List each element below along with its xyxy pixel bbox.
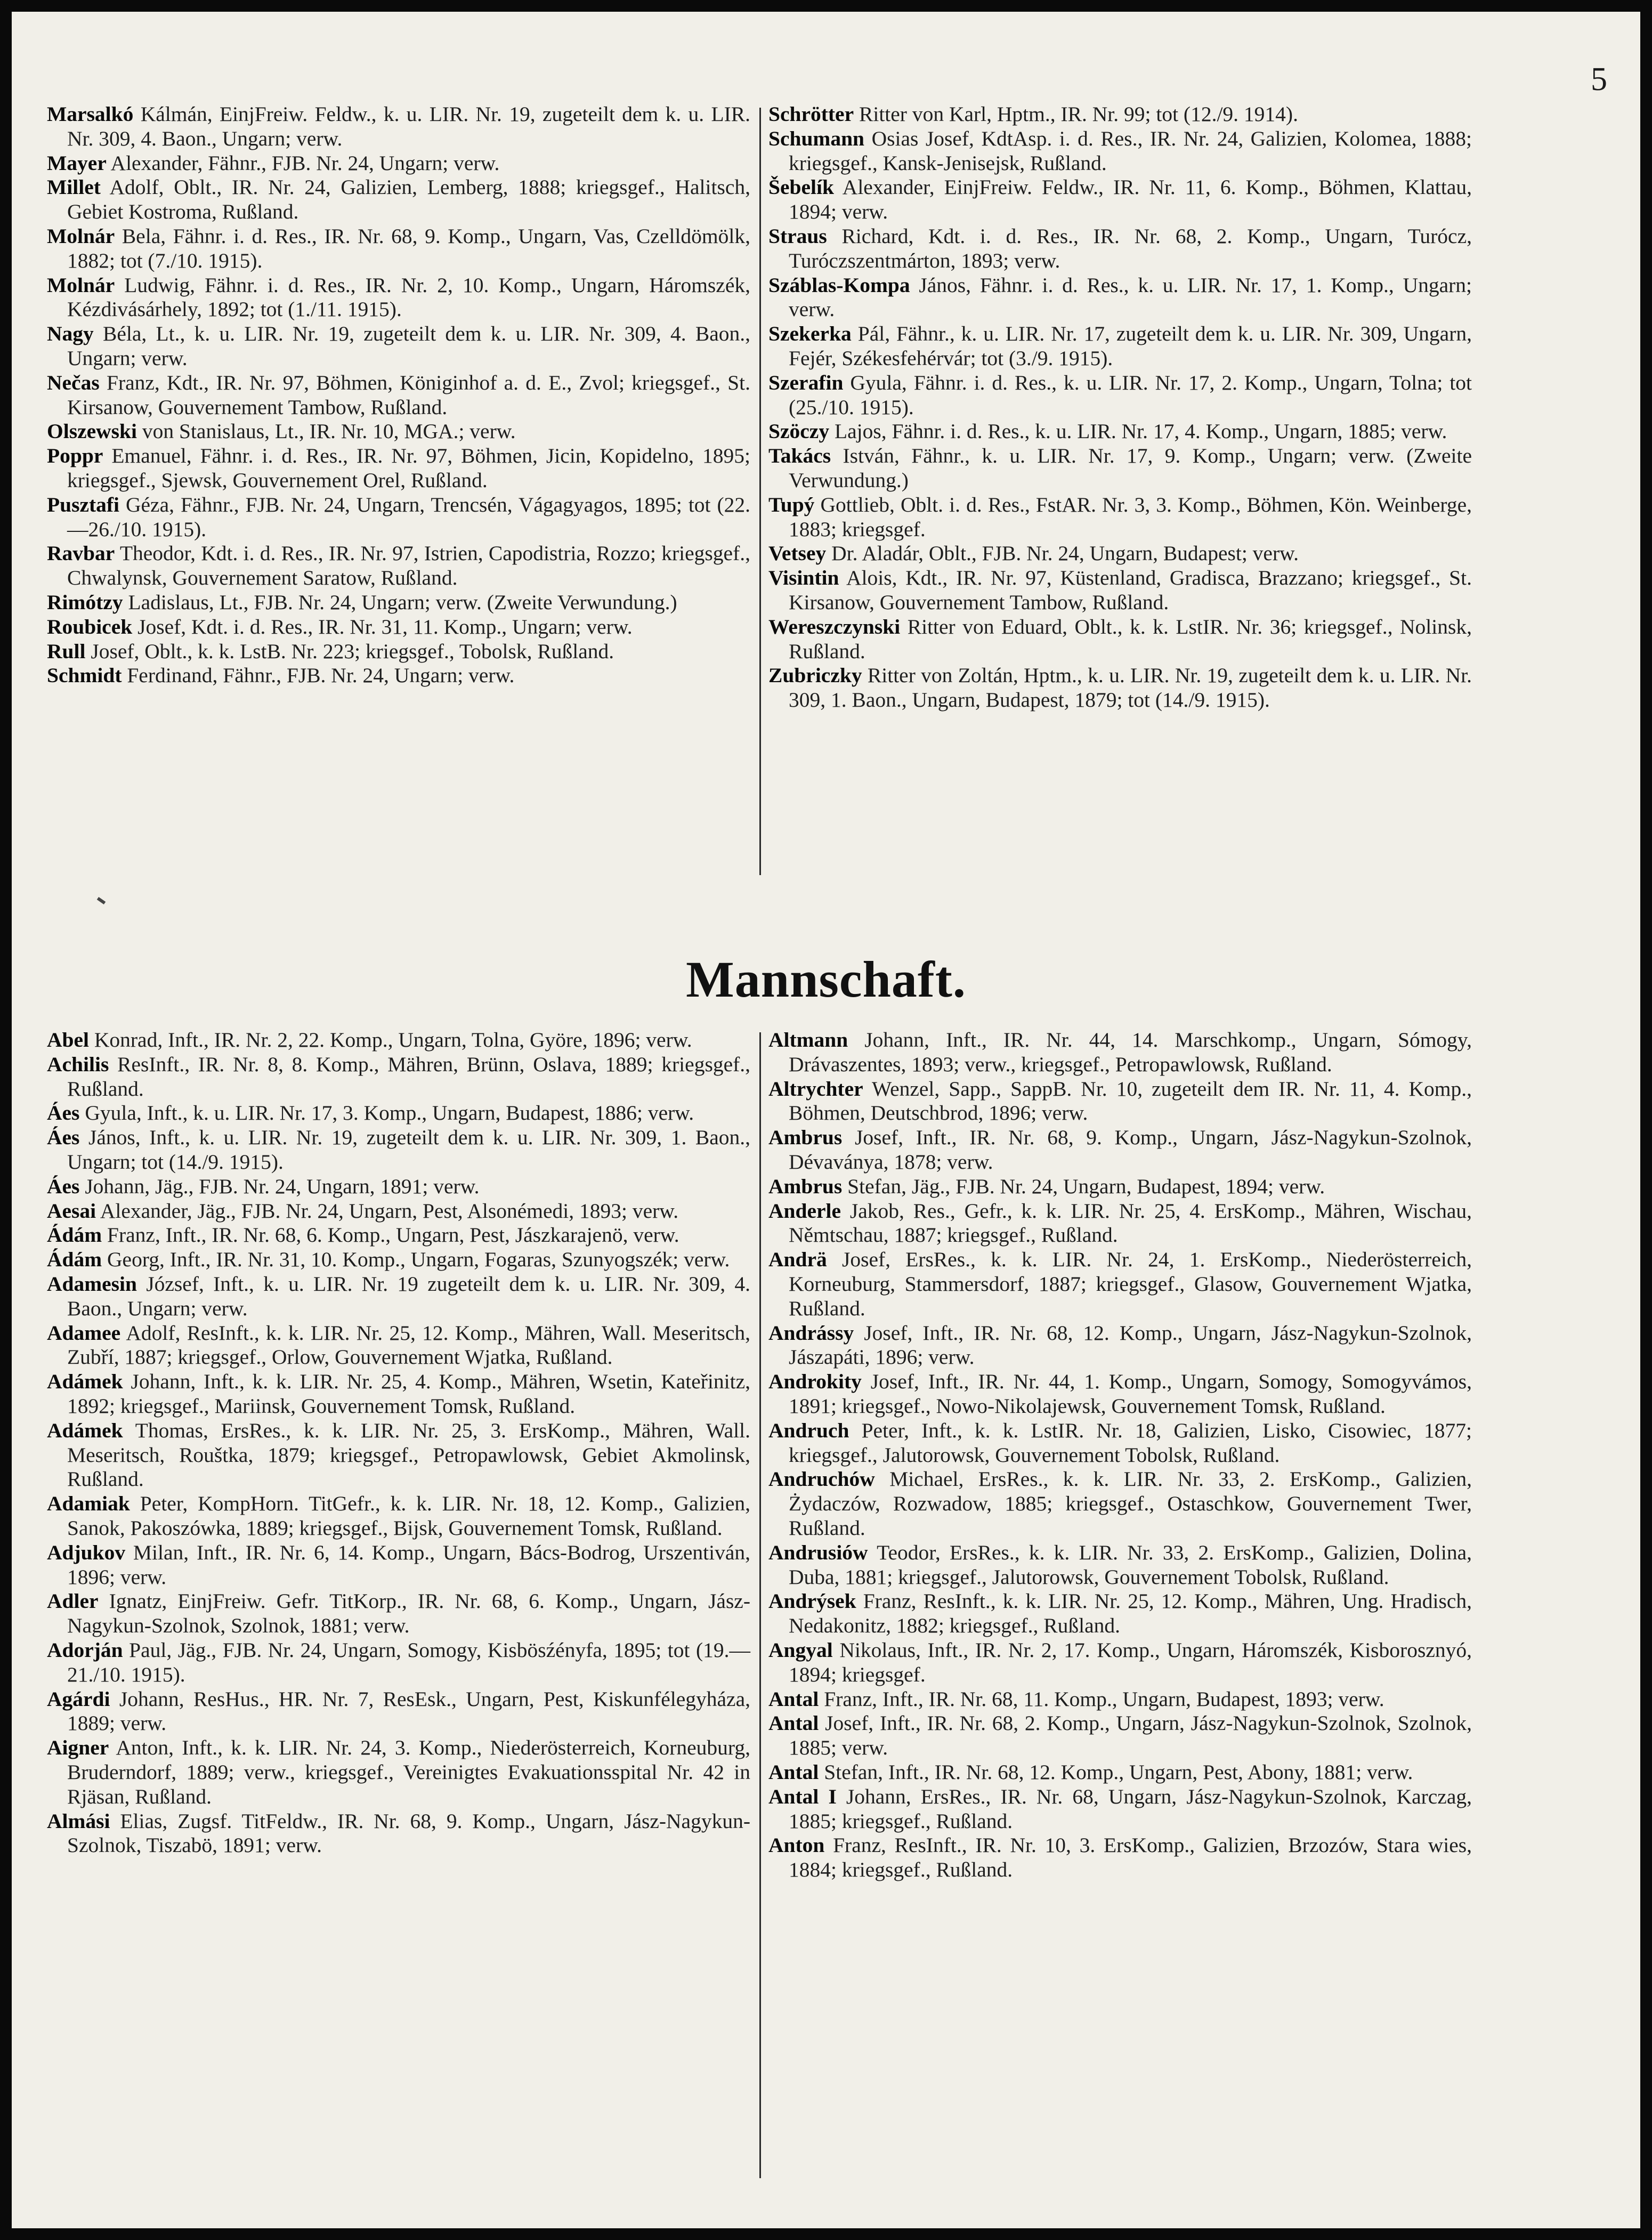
entry-details: Josef, ErsRes., k. k. LIR. Nr. 24, 1. ErsKomp., Niederösterreich, Korneuburg, Stammersdorf, 1887; kriegsgef., Glasow, Gouvernement Wjatka, Rußland. [789, 1248, 1472, 1320]
entry-surname: Poppr [47, 444, 103, 468]
entry-details: Alexander, Fähnr., FJB. Nr. 24, Ungarn; verw. [106, 151, 500, 175]
roster-entry [768, 541, 1472, 566]
roster-entry [768, 664, 1472, 713]
entry-details: Josef, Kdt. i. d. Res., IR. Nr. 31, 11. Komp., Ungarn; verw. [132, 614, 633, 638]
roster-entry [47, 615, 750, 640]
roster-entry [47, 1687, 750, 1736]
roster-entry [768, 273, 1472, 322]
entry-details: Ludwig, Fähnr. i. d. Res., IR. Nr. 2, 10. Komp., Ungarn, Háromszék, Kézdivásárhely, 1892; tot (1./11. 1915). [67, 273, 750, 321]
entry-details: Anton, Inft., k. k. LIR. Nr. 24, 3. Komp., Niederösterreich, Korneuburg, Bruderndorf, 1889; verw., kriegsgef., Vereinigtes Evakuationsspital Nr. 42 in Rjäsan, Rußland. [67, 1736, 750, 1808]
roster-entry [768, 127, 1472, 176]
entry-details: Ferdinand, Fähnr., FJB. Nr. 24, Ungarn; verw. [122, 664, 515, 688]
entry-details: Ritter von Zoltán, Hptm., k. u. LIR. Nr. 19, zugeteilt dem k. u. LIR. Nr. 309, 1. Baon., Ungarn, Budapest, 1879; tot (14./9. 1915). [789, 664, 1472, 712]
entry-surname: Szöczy [768, 419, 830, 443]
entry-surname: Tupý [768, 492, 815, 516]
entry-surname: Molnár [47, 273, 115, 297]
roster-entry [768, 175, 1472, 224]
entry-surname: Androkity [768, 1370, 862, 1394]
roster-entry [768, 1638, 1472, 1687]
entry-surname: Ambrus [768, 1174, 843, 1198]
entry-details: Jakob, Res., Gefr., k. k. LIR. Nr. 25, 4. ErsKomp., Mähren, Wischau, Němtschau, 1887; kriegsgef., Rußland. [789, 1199, 1472, 1247]
entry-surname: Adjukov [47, 1540, 126, 1564]
roster-entry [47, 1809, 750, 1858]
roster-entry [768, 615, 1472, 664]
entry-details: János, Inft., k. u. LIR. Nr. 19, zugeteilt dem k. u. LIR. Nr. 309, 1. Baon., Ungarn; tot (14./9. 1915). [67, 1126, 750, 1174]
entry-surname: Zubriczky [768, 664, 862, 688]
roster-entry [47, 322, 750, 371]
entry-surname: Rull [47, 639, 86, 663]
entry-details: Béla, Lt., k. u. LIR. Nr. 19, zugeteilt dem k. u. LIR. Nr. 309, 4. Baon., Ungarn; verw. [67, 322, 750, 370]
roster-entry [768, 102, 1472, 127]
officers-column-right [768, 102, 1472, 713]
entry-details: Bela, Fähnr. i. d. Res., IR. Nr. 68, 9. Komp., Ungarn, Vas, Czelldömölk, 1882; tot (7./10. 1915). [67, 224, 750, 272]
roster-entry [768, 371, 1472, 420]
entry-details: Franz, Inft., IR. Nr. 68, 6. Komp., Ungarn, Pest, Jászkarajenö, verw. [102, 1223, 679, 1247]
entry-details: Josef, Inft., IR. Nr. 68, 9. Komp., Ungarn, Jász-Nagykun-Szolnok, Dévaványa, 1878; verw. [789, 1126, 1472, 1174]
roster-entry [768, 444, 1472, 493]
stray-mark [97, 897, 106, 904]
roster-entry [47, 493, 750, 542]
entry-details: Teodor, ErsRes., k. k. LIR. Nr. 33, 2. ErsKomp., Galizien, Dolina, Duba, 1881; kriegsgef., Jalutorowsk, Gouvernement Tobolsk, Rußland. [789, 1540, 1472, 1589]
roster-entry [47, 224, 750, 273]
entry-details: Franz, Inft., IR. Nr. 68, 11. Komp., Ungarn, Budapest, 1893; verw. [819, 1687, 1384, 1711]
entry-details: Josef, Inft., IR. Nr. 68, 12. Komp., Ungarn, Jász-Nagykun-Szolnok, Jászapáti, 1896; verw. [789, 1321, 1472, 1369]
entry-surname: Antal [768, 1711, 819, 1735]
officers-column-left [47, 102, 750, 688]
entry-surname: Száblas-Kompa [768, 273, 910, 297]
entry-surname: Mayer [47, 151, 107, 175]
roster-entry [768, 1467, 1472, 1540]
column-divider-bottom [759, 1032, 761, 2178]
entry-details: Johann, ResHus., HR. Nr. 7, ResEsk., Ungarn, Pest, Kiskunfélegyháza, 1889; verw. [67, 1687, 750, 1735]
entry-surname: Andrássy [768, 1321, 854, 1345]
entry-details: Thomas, ErsRes., k. k. LIR. Nr. 25, 3. ErsKomp., Mähren, Wall. Meseritsch, Rouštka, 1879; kriegsgef., Petropawlowsk, Gebiet Akmolinsk, Rußland. [67, 1418, 750, 1491]
roster-entry [768, 1028, 1472, 1077]
roster-entry [768, 493, 1472, 542]
entry-surname: Šebelík [768, 175, 834, 199]
entry-details: Milan, Inft., IR. Nr. 6, 14. Komp., Ungarn, Bács-Bodrog, Urszentiván, 1896; verw. [67, 1540, 750, 1589]
entry-surname: Pusztafi [47, 492, 120, 516]
entry-details: Gyula, Inft., k. u. LIR. Nr. 17, 3. Komp., Ungarn, Budapest, 1886; verw. [79, 1101, 694, 1125]
entry-details: Gottlieb, Oblt. i. d. Res., FstAR. Nr. 3, 3. Komp., Böhmen, Kön. Weinberge, 1883; kriegsgef. [789, 492, 1472, 541]
entry-details: Peter, KompHorn. TitGefr., k. k. LIR. Nr. 18, 12. Komp., Galizien, Sanok, Pakoszówka, 1889; kriegsgef., Bijsk, Gouvernement Tomsk, Rußland. [67, 1492, 750, 1540]
entry-surname: Adamesin [47, 1272, 137, 1296]
entry-details: Alexander, EinjFreiw. Feldw., IR. Nr. 11, 6. Komp., Böhmen, Klattau, 1894; verw. [789, 175, 1472, 224]
entry-surname: Áes [47, 1126, 80, 1150]
entry-surname: Schumann [768, 126, 865, 150]
roster-entry [768, 1419, 1472, 1468]
entry-surname: Straus [768, 224, 827, 248]
section-title: Mannschaft. [686, 951, 966, 1008]
roster-entry [768, 1687, 1472, 1712]
entry-surname: Visintin [768, 566, 839, 590]
roster-entry [47, 591, 750, 615]
roster-entry [47, 1370, 750, 1419]
roster-entry [47, 1028, 750, 1053]
entry-surname: Schmidt [47, 664, 122, 688]
roster-entry [47, 1248, 750, 1272]
entry-surname: Altmann [768, 1028, 848, 1052]
entry-details: Adolf, ResInft., k. k. LIR. Nr. 25, 12. Komp., Mähren, Wall. Meseritsch, Zubří, 1887; kriegsgef., Orlow, Gouvernement Wjatka, Rußland. [67, 1321, 750, 1369]
entry-surname: Ádám [47, 1223, 102, 1247]
entry-details: Ritter von Eduard, Oblt., k. k. LstIR. Nr. 36; kriegsgef., Nolinsk, Rußland. [789, 614, 1472, 663]
entry-details: Alois, Kdt., IR. Nr. 97, Küstenland, Gradisca, Brazzano; kriegsgef., St. Kirsanow, Gouvernement Tambow, Rußland. [789, 566, 1472, 614]
roster-entry [47, 1053, 750, 1102]
roster-entry [47, 1638, 750, 1687]
entry-details: Alexander, Jäg., FJB. Nr. 24, Ungarn, Pest, Alsonémedi, 1893; verw. [96, 1199, 679, 1223]
entry-details: Stefan, Jäg., FJB. Nr. 24, Ungarn, Budapest, 1894; verw. [842, 1174, 1325, 1198]
roster-entry [47, 1736, 750, 1809]
entry-surname: Antal I [768, 1784, 837, 1808]
roster-entry [47, 1589, 750, 1638]
entry-details: Konrad, Inft., IR. Nr. 2, 22. Komp., Ungarn, Tolna, Györe, 1896; verw. [89, 1028, 692, 1052]
entry-surname: Olszewski [47, 419, 137, 443]
roster-entry [47, 1199, 750, 1224]
entry-surname: Andruchów [768, 1467, 875, 1491]
entry-details: Ladislaus, Lt., FJB. Nr. 24, Ungarn; verw. (Zweite Verwundung.) [123, 590, 677, 614]
entry-details: Wenzel, Sapp., SappB. Nr. 10, zugeteilt dem IR. Nr. 11, 4. Komp., Böhmen, Deutschbrod, 1896; verw. [789, 1077, 1472, 1125]
soldiers-column-left [47, 1028, 750, 1858]
roster-entry [47, 1223, 750, 1248]
entry-surname: Adorján [47, 1638, 123, 1662]
entry-details: Paul, Jäg., FJB. Nr. 24, Ungarn, Somogy, Kisbösźényfa, 1895; tot (19.—21./10. 1915). [67, 1638, 750, 1686]
entry-details: Johann, Jäg., FJB. Nr. 24, Ungarn, 1891; verw. [79, 1174, 480, 1198]
entry-details: Elias, Zugsf. TitFeldw., IR. Nr. 68, 9. Komp., Ungarn, Jász-Nagykun-Szolnok, Tiszabö, 1891; verw. [67, 1809, 750, 1857]
roster-entry [47, 664, 750, 688]
roster-entry [47, 419, 750, 444]
roster-entry [768, 1199, 1472, 1248]
entry-surname: Takács [768, 444, 831, 468]
roster-entry [768, 322, 1472, 371]
roster-entry [768, 224, 1472, 273]
entry-surname: Antal [768, 1760, 819, 1784]
entry-details: Peter, Inft., k. k. LstIR. Nr. 18, Galizien, Lisko, Cisowiec, 1877; kriegsgef., Jalutorowsk, Gouvernement Tobolsk, Rußland. [789, 1418, 1472, 1467]
entry-details: Gyula, Fähnr. i. d. Res., k. u. LIR. Nr. 17, 2. Komp., Ungarn, Tolna; tot (25./10. 1915). [789, 370, 1472, 419]
roster-entry [768, 1321, 1472, 1370]
roster-entry [768, 1541, 1472, 1590]
entry-surname: Andruch [768, 1418, 849, 1442]
roster-entry [768, 566, 1472, 615]
roster-entry [768, 1370, 1472, 1419]
entry-details: István, Fähnr., k. u. LIR. Nr. 17, 9. Komp., Ungarn; verw. (Zweite Verwundung.) [789, 444, 1472, 492]
soldiers-column-right [768, 1028, 1472, 1882]
roster-entry [47, 175, 750, 224]
roster-entry [47, 1541, 750, 1590]
roster-entry [768, 1077, 1472, 1126]
page-number: 5 [1591, 61, 1607, 98]
entry-surname: Ravbar [47, 541, 115, 565]
roster-entry [768, 1126, 1472, 1175]
roster-entry [47, 541, 750, 591]
roster-entry [768, 1760, 1472, 1785]
roster-entry [47, 1321, 750, 1370]
entry-surname: Ambrus [768, 1126, 843, 1150]
roster-entry [768, 1785, 1472, 1834]
entry-details: Theodor, Kdt. i. d. Res., IR. Nr. 97, Istrien, Capodistria, Rozzo; kriegsgef., Chwalynsk, Gouvernement Saratow, Rußland. [67, 541, 750, 590]
entry-surname: Nečas [47, 370, 100, 394]
roster-entry [47, 640, 750, 664]
entry-surname: Angyal [768, 1638, 833, 1662]
entry-details: János, Fähnr. i. d. Res., k. u. LIR. Nr. 17, 1. Komp., Ungarn; verw. [789, 273, 1472, 321]
entry-surname: Aigner [47, 1736, 109, 1760]
entry-details: Stefan, Inft., IR. Nr. 68, 12. Komp., Ungarn, Pest, Abony, 1881; verw. [819, 1760, 1413, 1784]
entry-surname: Marsalkó [47, 102, 134, 126]
entry-details: Nikolaus, Inft., IR. Nr. 2, 17. Komp., Ungarn, Háromszék, Kisborosznyó, 1894; kriegsgef. [789, 1638, 1472, 1686]
entry-surname: Áes [47, 1174, 80, 1198]
roster-entry [768, 1175, 1472, 1199]
entry-surname: Vetsey [768, 541, 827, 565]
roster-entry [47, 273, 750, 322]
entry-details: Franz, ResInft., k. k. LIR. Nr. 25, 12. Komp., Mähren, Ung. Hradisch, Nedakonitz, 1882; kriegsgef., Rußland. [789, 1589, 1472, 1638]
entry-details: Osias Josef, KdtAsp. i. d. Res., IR. Nr. 24, Galizien, Kolomea, 1888; kriegsgef., Kansk-Jenisejsk, Rußland. [789, 126, 1472, 175]
entry-surname: Nagy [47, 322, 94, 346]
entry-surname: Altrychter [768, 1077, 863, 1101]
roster-entry [47, 102, 750, 151]
entry-surname: Adámek [47, 1370, 123, 1394]
entry-details: Franz, Kdt., IR. Nr. 97, Böhmen, Königinhof a. d. E., Zvol; kriegsgef., St. Kirsanow, Gouvernement Tambow, Rußland. [67, 370, 750, 419]
roster-entry [47, 1126, 750, 1175]
entry-details: Pál, Fähnr., k. u. LIR. Nr. 17, zugeteilt dem k. u. LIR. Nr. 309, Ungarn, Fejér, Székesfehérvár; tot (3./9. 1915). [789, 322, 1472, 370]
roster-entry [47, 151, 750, 176]
document-page [12, 12, 1640, 2228]
entry-surname: Rimótzy [47, 590, 123, 614]
entry-details: Lajos, Fähnr. i. d. Res., k. u. LIR. Nr. 17, 4. Komp., Ungarn, 1885; verw. [829, 419, 1447, 443]
entry-surname: Adámek [47, 1418, 123, 1442]
entry-surname: Antal [768, 1687, 819, 1711]
entry-surname: Anton [768, 1833, 825, 1857]
entry-details: Josef, Oblt., k. k. LstB. Nr. 223; kriegsgef., Tobolsk, Rußland. [85, 639, 614, 663]
entry-details: von Stanislaus, Lt., IR. Nr. 10, MGA.; verw. [136, 419, 516, 443]
entry-surname: Áes [47, 1101, 80, 1125]
entry-details: Richard, Kdt. i. d. Res., IR. Nr. 68, 2. Komp., Ungarn, Turócz, Turóczszentmárton, 1893; verw. [789, 224, 1472, 272]
entry-surname: Adamiak [47, 1492, 130, 1516]
entry-details: Johann, ErsRes., IR. Nr. 68, Ungarn, Jász-Nagykun-Szolnok, Karczag, 1885; kriegsgef., Rußland. [789, 1784, 1472, 1833]
entry-details: Géza, Fähnr., FJB. Nr. 24, Ungarn, Trencsén, Vágagyagos, 1895; tot (22.—26./10. 1915). [67, 492, 750, 541]
roster-entry [768, 1833, 1472, 1882]
roster-entry [47, 1101, 750, 1126]
roster-entry [768, 1589, 1472, 1638]
entry-surname: Anderle [768, 1199, 841, 1223]
entry-details: Adolf, Oblt., IR. Nr. 24, Galizien, Lemberg, 1888; kriegsgef., Halitsch, Gebiet Kostroma, Rußland. [67, 175, 750, 224]
entry-details: Ritter von Karl, Hptm., IR. Nr. 99; tot (12./9. 1914). [854, 102, 1298, 126]
entry-surname: Andrä [768, 1248, 827, 1272]
entry-surname: Szekerka [768, 322, 852, 346]
entry-surname: Szerafin [768, 370, 844, 394]
entry-surname: Molnár [47, 224, 115, 248]
entry-surname: Schrötter [768, 102, 854, 126]
entry-surname: Achilis [47, 1052, 109, 1076]
roster-entry [768, 1711, 1472, 1760]
roster-entry [47, 444, 750, 493]
entry-details: Johann, Inft., k. k. LIR. Nr. 25, 4. Komp., Mähren, Wsetin, Kateřinitz, 1892; kriegsgef., Mariinsk, Gouvernement Tomsk, Rußland. [67, 1370, 750, 1418]
roster-entry [47, 1492, 750, 1541]
entry-surname: Agárdi [47, 1687, 110, 1711]
entry-details: Kálmán, EinjFreiw. Feldw., k. u. LIR. Nr. 19, zugeteilt dem k. u. LIR. Nr. 309, 4. Baon., Ungarn; verw. [67, 102, 750, 150]
entry-details: József, Inft., k. u. LIR. Nr. 19 zugeteilt dem k. u. LIR. Nr. 309, 4. Baon., Ungarn; verw. [67, 1272, 750, 1320]
entry-surname: Wereszczynski [768, 614, 901, 638]
entry-surname: Millet [47, 175, 101, 199]
roster-entry [47, 371, 750, 420]
roster-entry [768, 419, 1472, 444]
entry-surname: Andrýsek [768, 1589, 856, 1613]
entry-details: Josef, Inft., IR. Nr. 44, 1. Komp., Ungarn, Somogy, Somogyvámos, 1891; kriegsgef., Nowo-Nikolajewsk, Gouvernement Tomsk, Rußland. [789, 1370, 1472, 1418]
entry-details: Johann, Inft., IR. Nr. 44, 14. Marschkomp., Ungarn, Sómogy, Drávaszentes, 1893; verw., kriegsgef., Petropawlowsk, Rußland. [789, 1028, 1472, 1076]
entry-surname: Andrusiów [768, 1540, 868, 1564]
entry-surname: Abel [47, 1028, 89, 1052]
roster-entry [47, 1272, 750, 1321]
column-divider-top [759, 108, 761, 875]
entry-surname: Roubicek [47, 614, 133, 638]
entry-details: Franz, ResInft., IR. Nr. 10, 3. ErsKomp., Galizien, Brzozów, Stara wies, 1884; kriegsgef., Rußland. [789, 1833, 1472, 1882]
entry-details: Emanuel, Fähnr. i. d. Res., IR. Nr. 97, Böhmen, Jicin, Kopidelno, 1895; kriegsgef., Sjewsk, Gouvernement Orel, Rußland. [67, 444, 750, 492]
entry-details: ResInft., IR. Nr. 8, 8. Komp., Mähren, Brünn, Oslava, 1889; kriegsgef., Rußland. [67, 1052, 750, 1101]
entry-details: Josef, Inft., IR. Nr. 68, 2. Komp., Ungarn, Jász-Nagykun-Szolnok, Szolnok, 1885; verw. [789, 1711, 1472, 1760]
roster-entry [47, 1419, 750, 1492]
entry-surname: Almási [47, 1809, 110, 1833]
entry-details: Dr. Aladár, Oblt., FJB. Nr. 24, Ungarn, Budapest; verw. [826, 541, 1299, 565]
entry-surname: Ádám [47, 1248, 102, 1272]
roster-entry [47, 1175, 750, 1199]
roster-entry [768, 1248, 1472, 1321]
entry-details: Michael, ErsRes., k. k. LIR. Nr. 33, 2. ErsKomp., Galizien, Żydaczów, Rozwadow, 1885; kriegsgef., Ostaschkow, Gouvernement Twer, Rußland. [789, 1467, 1472, 1540]
entry-surname: Adler [47, 1589, 99, 1613]
entry-surname: Aesai [47, 1199, 96, 1223]
entry-details: Ignatz, EinjFreiw. Gefr. TitKorp., IR. Nr. 68, 6. Komp., Ungarn, Jász-Nagykun-Szolnok, Szolnok, 1881; verw. [67, 1589, 750, 1638]
entry-details: Georg, Inft., IR. Nr. 31, 10. Komp., Ungarn, Fogaras, Szunyogszék; verw. [102, 1248, 730, 1272]
entry-surname: Adamee [47, 1321, 121, 1345]
